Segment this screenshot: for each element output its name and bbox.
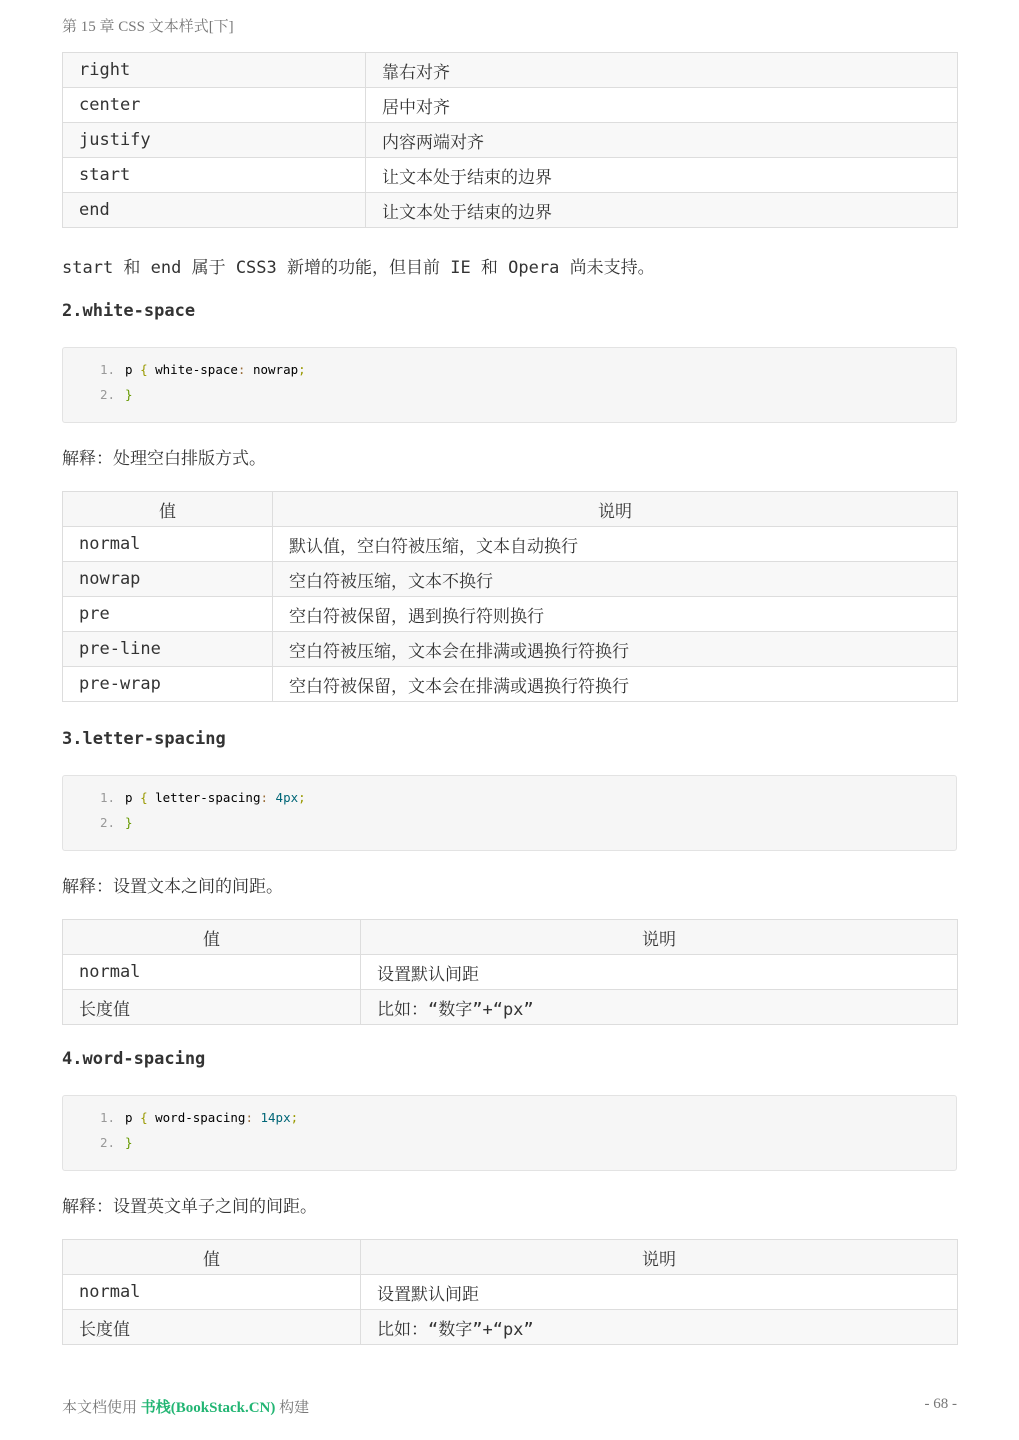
table-row bbox=[63, 955, 958, 990]
table-row bbox=[63, 1275, 958, 1310]
value-cell: pre-wrap bbox=[63, 667, 273, 702]
value-cell: nowrap bbox=[63, 562, 273, 597]
line-number: 1. bbox=[99, 362, 115, 377]
column-header-desc: 说明 bbox=[361, 1240, 958, 1275]
code-close-brace: } bbox=[125, 815, 133, 830]
chapter-header: 第 15 章 CSS 文本样式[下] bbox=[62, 19, 234, 35]
table-row bbox=[63, 667, 958, 702]
code-property: word-spacing bbox=[155, 1110, 246, 1125]
value-cell: normal bbox=[63, 527, 273, 562]
code-colon: : bbox=[260, 790, 269, 805]
value-cell: right bbox=[63, 53, 366, 88]
table-row bbox=[63, 597, 958, 632]
code-selector: p bbox=[125, 1110, 133, 1125]
line-number: 2. bbox=[99, 1135, 115, 1150]
column-header-value: 值 bbox=[63, 920, 361, 955]
section-heading-white-space: 2.white-space bbox=[62, 301, 196, 321]
code-open-brace: { bbox=[140, 790, 148, 805]
code-value: 14px bbox=[260, 1110, 291, 1125]
column-header-value: 值 bbox=[63, 492, 273, 527]
table-row bbox=[63, 990, 958, 1025]
desc-cell: 居中对齐 bbox=[366, 88, 958, 123]
table-row bbox=[63, 1310, 958, 1345]
table-row bbox=[63, 158, 958, 193]
code-close-brace: } bbox=[125, 1135, 133, 1150]
value-cell: end bbox=[63, 193, 366, 228]
table-row bbox=[63, 53, 958, 88]
footer-suffix: 构建 bbox=[279, 1400, 310, 1416]
table-header-row bbox=[63, 492, 958, 527]
code-colon: : bbox=[245, 1110, 253, 1125]
code-selector: p bbox=[125, 362, 133, 377]
footer-credit bbox=[62, 1396, 309, 1417]
code-open-brace: { bbox=[140, 362, 148, 377]
table-row bbox=[63, 123, 958, 158]
page-number: - 68 - bbox=[924, 1396, 957, 1412]
code-block-word-spacing bbox=[62, 1095, 957, 1171]
bookstack-link[interactable]: 书栈(BookStack.CN) bbox=[140, 1400, 276, 1416]
code-value: nowrap bbox=[252, 362, 299, 377]
line-number: 1. bbox=[99, 1110, 115, 1125]
code-line bbox=[63, 360, 306, 380]
table-header-row bbox=[63, 1240, 958, 1275]
text-align-table bbox=[62, 52, 958, 228]
start-end-note: start 和 end 属于 CSS3 新增的功能，但目前 IE 和 Opera 尚未支持。 bbox=[62, 258, 655, 278]
code-block-letter-spacing bbox=[62, 775, 957, 851]
value-cell: center bbox=[63, 88, 366, 123]
desc-cell: 靠右对齐 bbox=[366, 53, 958, 88]
code-selector: p bbox=[125, 790, 133, 805]
table-row bbox=[63, 193, 958, 228]
value-cell: start bbox=[63, 158, 366, 193]
explain-word-spacing: 解释：设置英文单子之间的间距。 bbox=[62, 1197, 317, 1217]
code-semicolon: ; bbox=[298, 790, 306, 805]
section-heading-word-spacing: 4.word-spacing bbox=[62, 1049, 206, 1069]
value-cell: pre bbox=[63, 597, 273, 632]
code-line bbox=[63, 1108, 298, 1128]
code-line bbox=[63, 813, 133, 833]
line-number: 1. bbox=[99, 790, 115, 805]
code-open-brace: { bbox=[140, 1110, 148, 1125]
desc-cell: 比如：“数字”+“px” bbox=[361, 1310, 958, 1345]
code-value: 4px bbox=[275, 790, 299, 805]
value-cell: normal bbox=[63, 955, 361, 990]
desc-cell: 比如：“数字”+“px” bbox=[361, 990, 958, 1025]
code-property: letter-spacing bbox=[155, 790, 261, 805]
code-close-brace: } bbox=[125, 387, 133, 402]
line-number: 2. bbox=[99, 815, 115, 830]
desc-cell: 内容两端对齐 bbox=[366, 123, 958, 158]
value-cell: 长度值 bbox=[63, 1310, 361, 1345]
word-spacing-table bbox=[62, 1239, 958, 1345]
desc-cell: 让文本处于结束的边界 bbox=[366, 193, 958, 228]
column-header-desc: 说明 bbox=[273, 492, 958, 527]
value-cell: normal bbox=[63, 1275, 361, 1310]
footer-prefix: 本文档使用 bbox=[62, 1400, 138, 1416]
value-cell: 长度值 bbox=[63, 990, 361, 1025]
explain-white-space: 解释：处理空白排版方式。 bbox=[62, 449, 266, 469]
value-cell: pre-line bbox=[63, 632, 273, 667]
column-header-desc: 说明 bbox=[361, 920, 958, 955]
value-cell: justify bbox=[63, 123, 366, 158]
desc-cell: 空白符被保留，文本会在排满或遇换行符换行 bbox=[273, 667, 958, 702]
desc-cell: 让文本处于结束的边界 bbox=[366, 158, 958, 193]
table-row bbox=[63, 88, 958, 123]
desc-cell: 设置默认间距 bbox=[361, 1275, 958, 1310]
code-semicolon: ; bbox=[290, 1110, 299, 1125]
desc-cell: 设置默认间距 bbox=[361, 955, 958, 990]
table-row bbox=[63, 562, 958, 597]
code-line bbox=[63, 385, 133, 405]
line-number: 2. bbox=[99, 387, 115, 402]
desc-cell: 空白符被压缩，文本不换行 bbox=[273, 562, 958, 597]
white-space-table bbox=[62, 491, 958, 702]
column-header-value: 值 bbox=[63, 1240, 361, 1275]
desc-cell: 默认值，空白符被压缩，文本自动换行 bbox=[273, 527, 958, 562]
code-property: white-space bbox=[155, 362, 238, 377]
section-heading-letter-spacing: 3.letter-spacing bbox=[62, 729, 226, 749]
code-block-white-space bbox=[62, 347, 957, 423]
letter-spacing-table bbox=[62, 919, 958, 1025]
table-row bbox=[63, 632, 958, 667]
code-colon: : bbox=[237, 362, 246, 377]
desc-cell: 空白符被压缩，文本会在排满或遇换行符换行 bbox=[273, 632, 958, 667]
code-line bbox=[63, 788, 306, 808]
code-semicolon: ; bbox=[298, 362, 306, 377]
table-row bbox=[63, 527, 958, 562]
desc-cell: 空白符被保留，遇到换行符则换行 bbox=[273, 597, 958, 632]
explain-letter-spacing: 解释：设置文本之间的间距。 bbox=[62, 877, 283, 897]
code-line bbox=[63, 1133, 133, 1153]
table-header-row bbox=[63, 920, 958, 955]
